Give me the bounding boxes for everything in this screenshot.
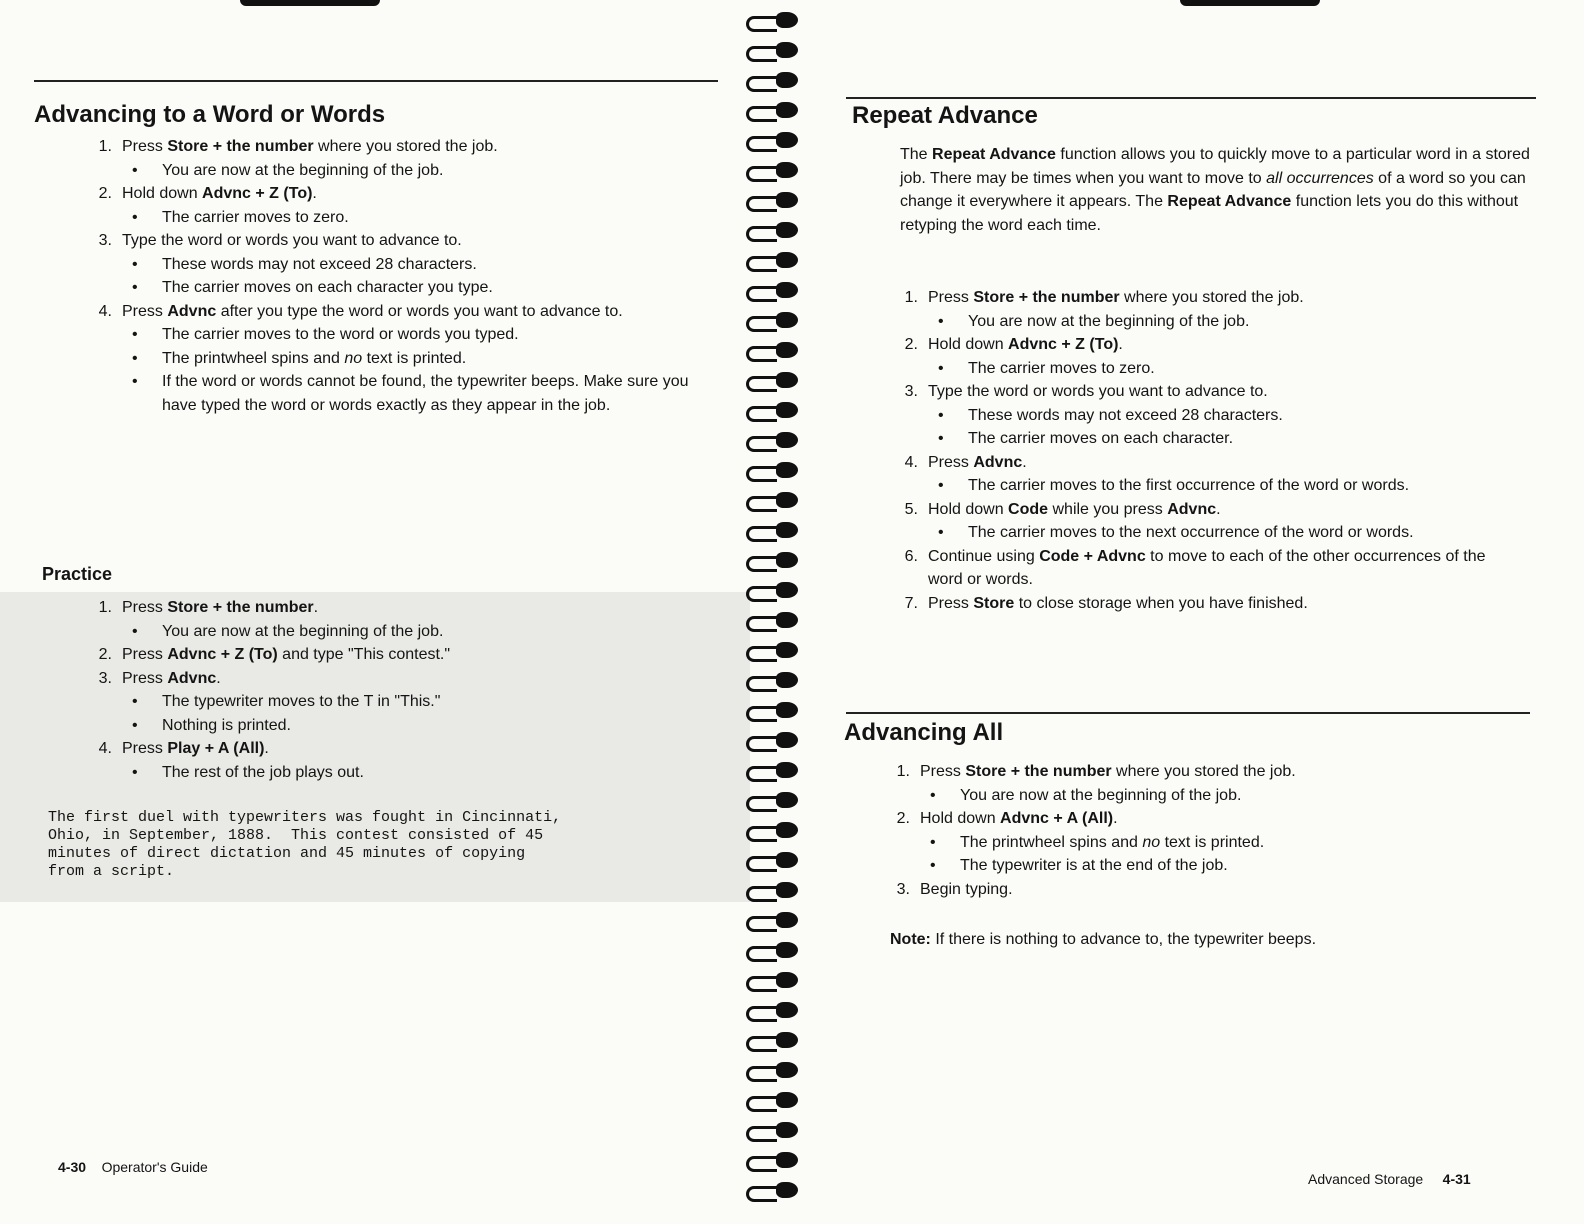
step-number: 6. — [904, 547, 918, 565]
step-number: 4. — [904, 453, 918, 471]
step-text — [122, 740, 269, 757]
emphasis-text: Repeat Advance — [1167, 193, 1292, 210]
step-text — [122, 670, 221, 687]
bullet-item — [960, 784, 1504, 808]
step-item — [86, 667, 706, 738]
text-run: Press — [122, 302, 168, 320]
step-text — [928, 595, 1308, 612]
text-run: The carrier moves on each character you type. — [162, 279, 493, 296]
text-run: where you stored the job. — [1111, 763, 1296, 780]
bullet-item — [162, 714, 706, 738]
bullet-item — [960, 854, 1504, 878]
text-run: Press — [122, 138, 168, 155]
emphasis-text: Advnc — [167, 302, 217, 320]
right-page — [760, 0, 1584, 1224]
text-run: Hold down — [928, 500, 1009, 518]
step-number: 3. — [98, 669, 112, 687]
step-text — [920, 881, 1013, 898]
text-run: The printwheel spins and — [960, 833, 1143, 851]
step-text — [920, 763, 1296, 780]
text-run: You are now at the beginning of the job. — [162, 622, 444, 640]
text-run: Press — [928, 594, 974, 612]
section-rule — [34, 80, 718, 82]
italic-text: no — [344, 349, 363, 367]
emphasis-text: Store — [973, 594, 1015, 612]
text-run: Press — [928, 453, 974, 471]
step-text — [122, 646, 450, 663]
step-item — [892, 286, 1512, 333]
text-run: . — [1118, 336, 1123, 353]
step-number: 1. — [896, 763, 910, 780]
emphasis-text: Play + A (All) — [167, 740, 265, 757]
emphasis-text: Advnc — [1167, 500, 1217, 518]
step-text — [122, 185, 317, 202]
step-number: 4. — [98, 302, 112, 320]
emphasis-text: Advnc + Z (To) — [167, 646, 278, 663]
emphasis-text: Code — [1008, 500, 1049, 518]
step-text — [122, 232, 462, 249]
step-item — [892, 545, 1512, 592]
section-title: Advancing to a Word or Words — [34, 101, 386, 128]
steps-list — [892, 286, 1512, 615]
text-run: function lets you do this without retyping the word each time. — [900, 193, 1519, 234]
text-run: The carrier moves to the word or words you typed. — [162, 326, 519, 343]
section2-title: Advancing All — [844, 719, 1004, 746]
text-run: where you stored the job. — [1119, 289, 1304, 306]
text-run: Press — [928, 289, 974, 306]
italic-text: no — [1142, 833, 1161, 851]
text-run: Press — [122, 646, 168, 663]
bullet-item — [968, 521, 1512, 545]
steps-list — [86, 135, 726, 417]
emphasis-text: Store + the number — [965, 763, 1112, 780]
left-footer — [58, 1159, 208, 1175]
step-number: 3. — [896, 880, 910, 898]
page-number: 4-30 — [58, 1159, 87, 1175]
text-run: The carrier moves to zero. — [968, 359, 1155, 377]
bullet-list — [122, 323, 726, 417]
text-run: text is printed. — [1160, 833, 1265, 851]
step-item — [892, 333, 1512, 380]
step-item — [884, 760, 1504, 807]
text-run: text is printed. — [362, 349, 467, 367]
text-run: of a word so you can change it everywhere it appears. The — [900, 169, 1526, 210]
step-number: 2. — [904, 336, 918, 353]
text-run: The typewriter is at the end of the job. — [960, 857, 1228, 874]
left-page — [0, 0, 750, 1224]
step-text — [928, 383, 1268, 400]
text-run: The printwheel spins and — [162, 349, 345, 367]
step-text — [928, 336, 1123, 353]
step-item — [86, 643, 706, 667]
text-run: . — [1216, 500, 1221, 518]
step-item — [892, 451, 1512, 498]
intro-paragraph — [900, 143, 1540, 237]
step-item — [892, 380, 1512, 451]
text-run: The typewriter moves to the T in "This." — [162, 693, 441, 710]
emphasis-text: Advnc — [973, 453, 1023, 471]
text-run: These words may not exceed 28 characters. — [968, 406, 1283, 424]
step-number: 4. — [98, 740, 112, 757]
bullet-item — [162, 323, 726, 347]
text-run: . — [1022, 453, 1027, 471]
bullet-list — [928, 357, 1512, 381]
step-item — [86, 135, 726, 182]
section-title: Repeat Advance — [852, 102, 1038, 129]
right-footer — [1308, 1171, 1471, 1187]
step-number: 3. — [98, 232, 112, 249]
text-run: The carrier moves on each character. — [968, 430, 1234, 447]
bullet-list — [122, 253, 726, 300]
text-run: after you type the word or words you want to advance to. — [216, 302, 623, 320]
footer-title: Operator's Guide — [101, 1159, 208, 1175]
bullet-list — [920, 784, 1504, 808]
text-run: while you press — [1048, 500, 1168, 518]
text-run: where you stored the job. — [313, 138, 498, 155]
step-item — [86, 596, 706, 643]
text-run: The carrier moves to the next occurrence of the word or words. — [968, 524, 1414, 541]
text-run: These words may not exceed 28 characters. — [162, 255, 477, 273]
binding-shadow — [1180, 0, 1320, 6]
step-number: 1. — [98, 138, 112, 155]
step-item — [884, 878, 1504, 902]
text-run: The carrier moves to zero. — [162, 208, 349, 226]
section-rule — [846, 712, 1530, 714]
bullet-item — [162, 761, 706, 785]
text-run: function allows you to quickly move to a particular word in a stored job. There may be times when you want to move to — [900, 146, 1530, 187]
text-run: Begin typing. — [920, 880, 1013, 898]
step-text — [928, 289, 1304, 306]
bullet-list — [122, 159, 726, 183]
text-run: Press — [122, 599, 168, 616]
step-text — [122, 138, 498, 155]
bullet-list — [920, 831, 1504, 878]
bullet-item — [162, 690, 706, 714]
steps-list-2 — [884, 760, 1504, 901]
bullet-item — [968, 427, 1512, 451]
bullet-list — [928, 474, 1512, 498]
bullet-list — [122, 620, 706, 644]
emphasis-text: Advnc + Z (To) — [202, 185, 313, 202]
text-run: to move to each of the other occurrences of the word or words. — [928, 547, 1486, 588]
step-number: 5. — [904, 500, 918, 518]
bullet-item — [162, 620, 706, 644]
text-run: to close storage when you have finished. — [1014, 594, 1308, 612]
practice-title: Practice — [42, 564, 113, 584]
bullet-list — [928, 310, 1512, 334]
step-text — [122, 303, 623, 320]
emphasis-text: Store + the number — [973, 289, 1120, 306]
bullet-list — [122, 206, 726, 230]
bullet-item — [968, 310, 1512, 334]
bullet-list — [928, 404, 1512, 451]
bullet-item — [968, 357, 1512, 381]
step-number: 2. — [98, 646, 112, 663]
page-number: 4-31 — [1442, 1171, 1471, 1187]
text-run: The rest of the job plays out. — [162, 763, 364, 781]
text-run: Hold down — [928, 336, 1009, 353]
bullet-list — [928, 521, 1512, 545]
bullet-item — [968, 474, 1512, 498]
text-run: If the word or words cannot be found, the typewriter beeps. Make sure you have typed the word or words exactly as they appear in the job. — [162, 373, 689, 414]
text-run: Type the word or words you want to advance to. — [122, 232, 462, 249]
step-number: 1. — [904, 289, 918, 306]
bullet-item — [162, 347, 726, 371]
emphasis-text: Advnc + A (All) — [1000, 810, 1114, 827]
step-item — [86, 737, 706, 784]
typed-sample-text: The first duel with typewriters was fought in Cincinnati, Ohio, in September, 1888. This contest consisted of 45 minutes of direct dictation and 45 minutes of copying from a script. — [48, 809, 562, 880]
text-run: The carrier moves to the first occurrence of the word or words. — [968, 477, 1410, 494]
step-number: 2. — [98, 185, 112, 202]
step-text — [928, 548, 1485, 589]
text-run: You are now at the beginning of the job. — [162, 161, 444, 179]
bullet-item — [968, 404, 1512, 428]
text-run: . — [313, 599, 319, 616]
step-item — [86, 182, 726, 229]
text-run: You are now at the beginning of the job. — [968, 312, 1250, 330]
text-run: . — [312, 185, 317, 202]
step-text — [928, 454, 1027, 471]
step-item — [884, 807, 1504, 878]
text-run: Continue using — [928, 547, 1040, 565]
step-item — [892, 592, 1512, 616]
step-text — [928, 501, 1221, 518]
text-run: Hold down — [122, 185, 203, 202]
bullet-item — [162, 276, 726, 300]
step-item — [892, 498, 1512, 545]
step-number: 2. — [896, 810, 910, 827]
practice-steps-list — [86, 596, 706, 784]
footer-title: Advanced Storage — [1308, 1171, 1424, 1187]
bullet-item — [162, 206, 726, 230]
text-run: and type "This contest." — [277, 646, 451, 663]
emphasis-text: Store + the number — [167, 138, 314, 155]
step-item — [86, 300, 726, 418]
bullet-item — [162, 370, 726, 417]
emphasis-text: Advnc + Z (To) — [1008, 336, 1119, 353]
text-run: Press — [122, 669, 168, 687]
bullet-item — [960, 831, 1504, 855]
emphasis-text: Advnc — [167, 669, 217, 687]
step-item — [86, 229, 726, 300]
bullet-list — [122, 761, 706, 785]
bullet-item — [162, 159, 726, 183]
step-text — [920, 810, 1118, 827]
note-text: If there is nothing to advance to, the typewriter beeps. — [935, 931, 1317, 948]
text-run: Hold down — [920, 810, 1001, 827]
text-run: Press — [920, 763, 966, 780]
section-rule — [846, 97, 1536, 99]
text-run: Type the word or words you want to advance to. — [928, 383, 1268, 400]
step-number: 3. — [904, 383, 918, 400]
italic-text: all occurrences — [1266, 169, 1374, 187]
text-run: Press — [122, 740, 168, 757]
text-run: You are now at the beginning of the job. — [960, 786, 1242, 804]
step-number: 7. — [904, 594, 918, 612]
step-number: 1. — [98, 599, 112, 616]
text-run: Nothing is printed. — [162, 716, 291, 734]
text-run: . — [1113, 810, 1118, 827]
text-run: . — [264, 740, 269, 757]
text-run: . — [216, 669, 221, 687]
emphasis-text: Repeat Advance — [932, 146, 1056, 163]
bullet-item — [162, 253, 726, 277]
emphasis-text: Code + Advnc — [1039, 547, 1146, 565]
step-text — [122, 599, 318, 616]
bullet-list — [122, 690, 706, 737]
binding-shadow — [240, 0, 380, 6]
note-label: Note: — [890, 931, 931, 948]
text-run: The — [900, 146, 933, 163]
emphasis-text: Store + the number — [167, 599, 314, 616]
note — [890, 931, 1316, 949]
